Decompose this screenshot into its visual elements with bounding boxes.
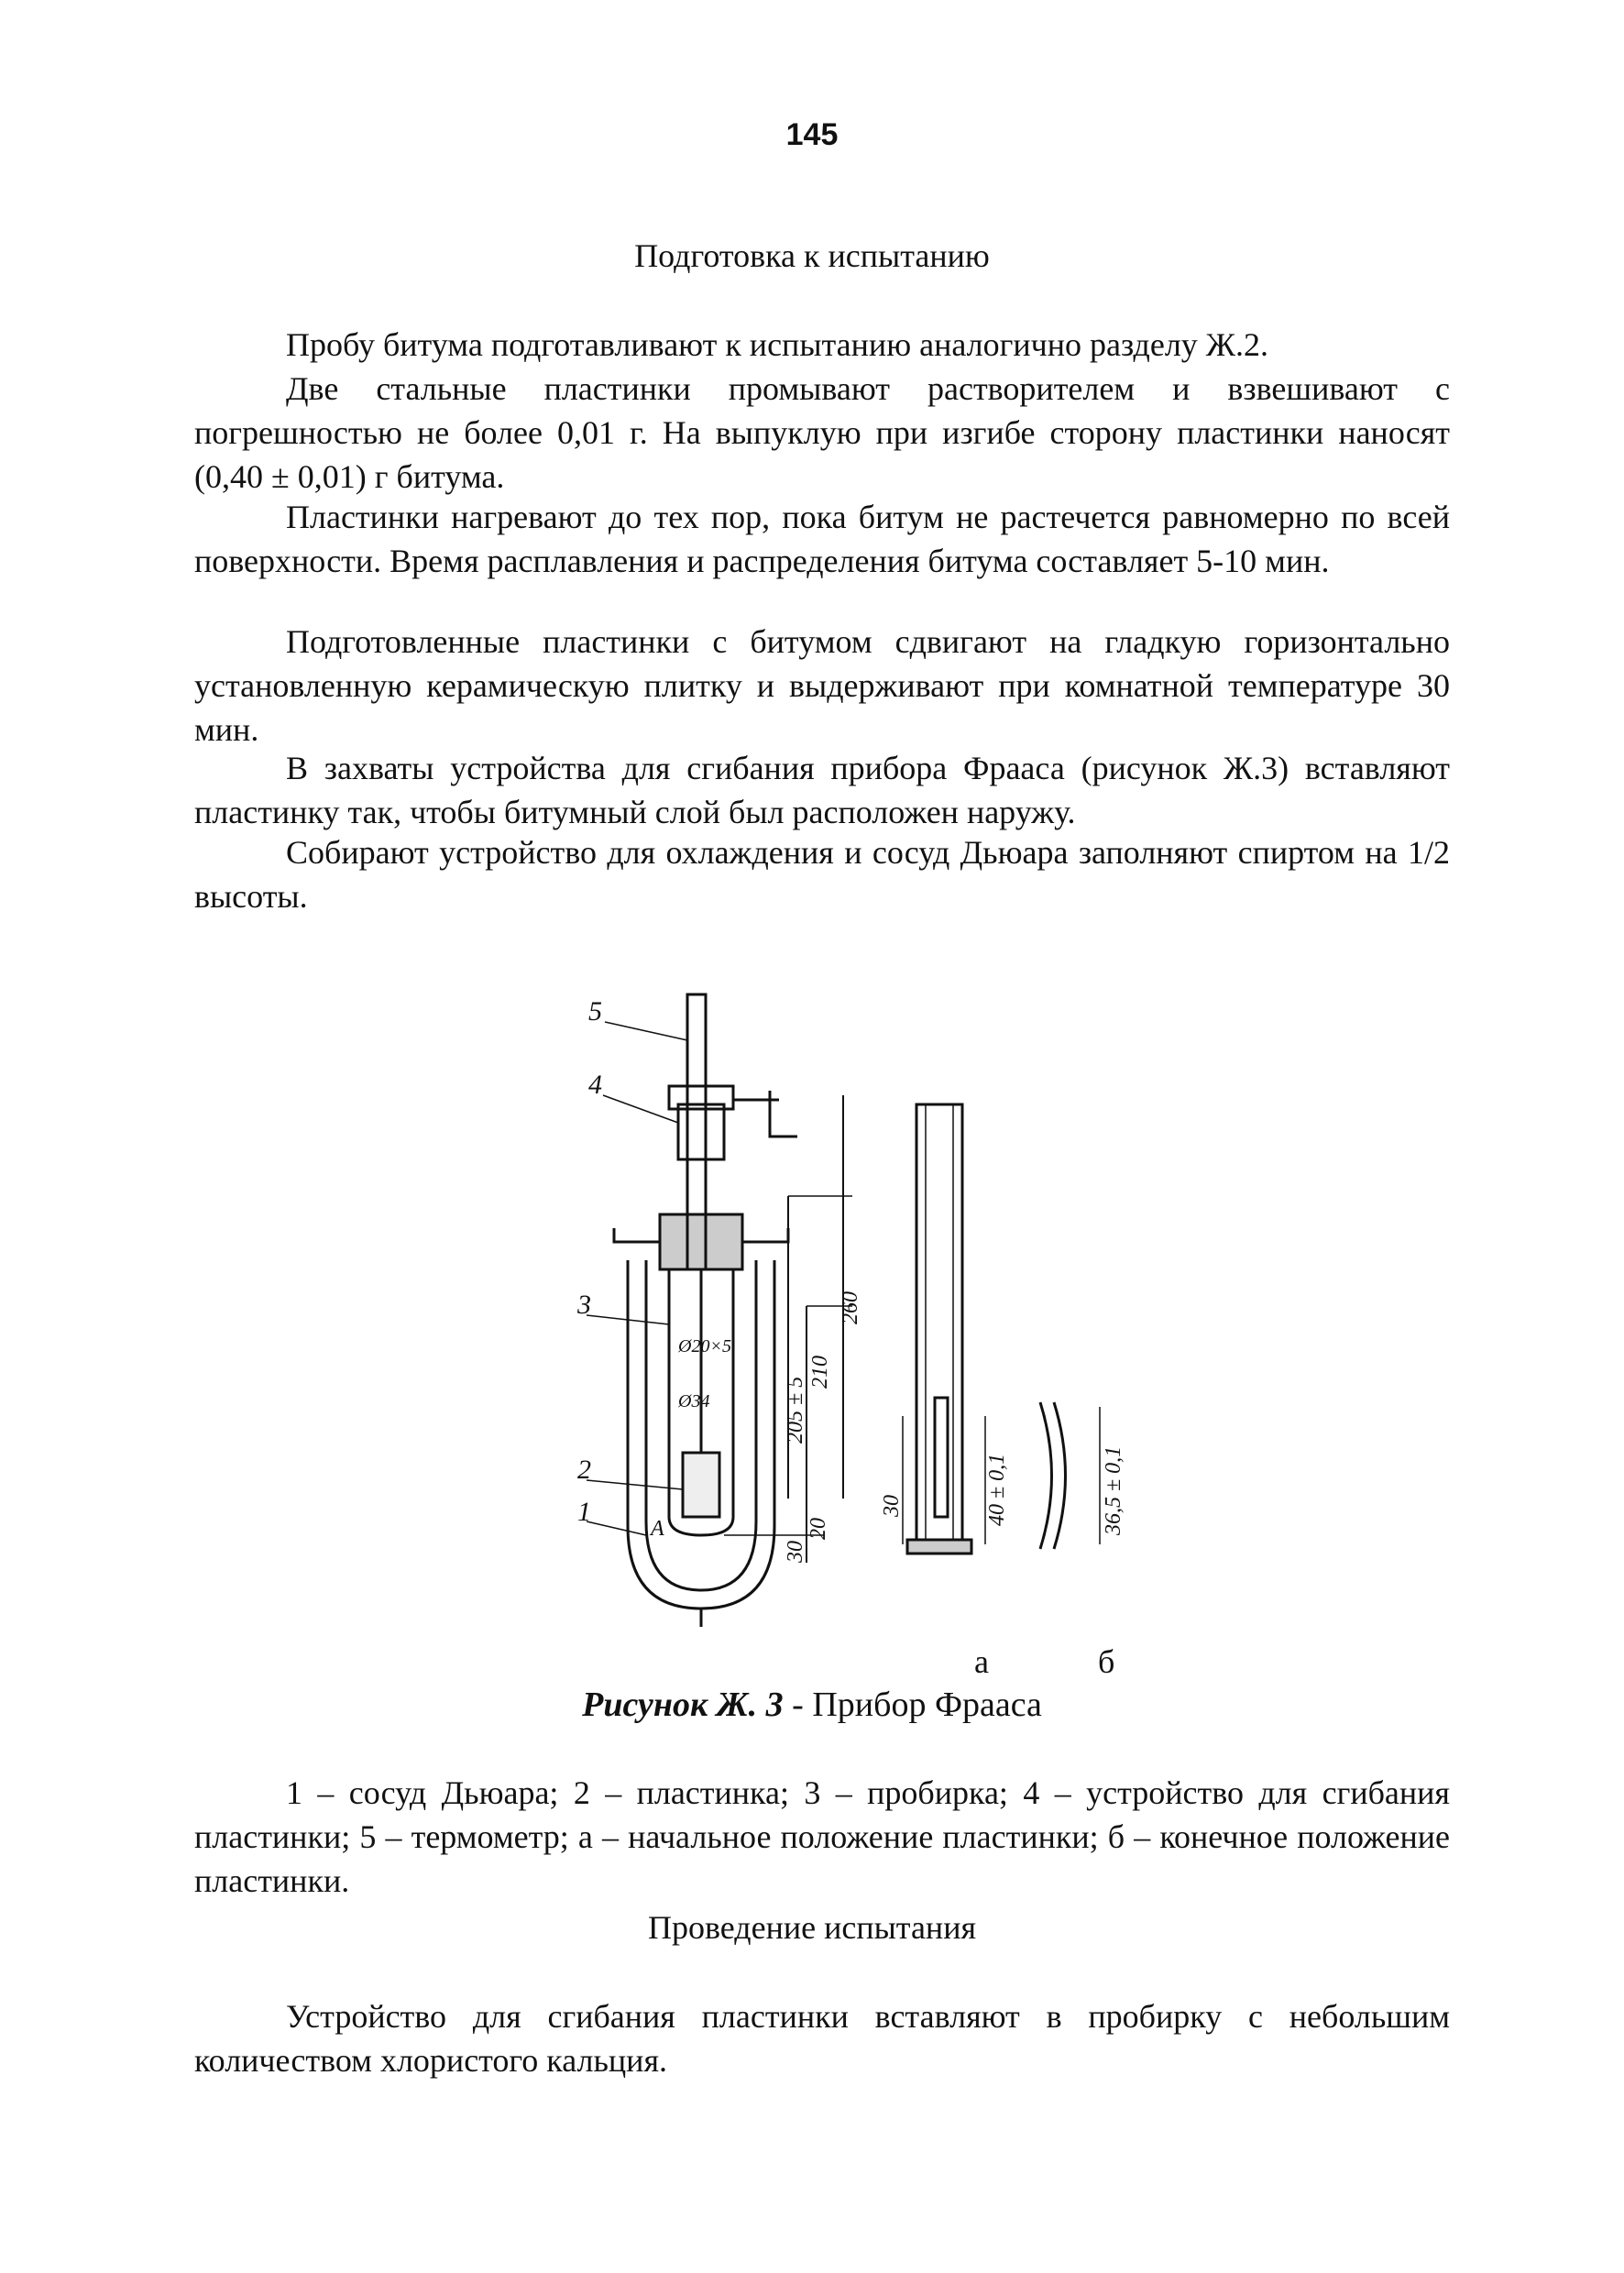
caption-text: - Прибор Фрааса bbox=[783, 1686, 1042, 1724]
paragraph-4: Подготовленные пластинки с битумом сдвигают на гладкую горизонтально установленную керамическую плитку и выдерживают при комнатной температуре 30 мин. bbox=[194, 623, 1450, 748]
dim-260: 260 bbox=[839, 1291, 862, 1324]
paragraph-1: Пробу битума подготавливают к испытанию аналогично разделу Ж.2. bbox=[286, 326, 1269, 363]
paragraph-7: Устройство для сгибания пластинки вставляют в пробирку с небольшим количеством хлористого кальция. bbox=[194, 1998, 1450, 2079]
dim-20: 20 bbox=[807, 1518, 830, 1540]
plate bbox=[683, 1453, 719, 1517]
paragraph-2: Две стальные пластинки промывают растворителем и взвешивают с погрешностью не более 0,01 г. На выпуклую при изгибе сторону пластинки наносят (0,40 ± 0,01) г битума. bbox=[194, 370, 1450, 495]
figure-legend: 1 – сосуд Дьюара; 2 – пластинка; 3 – пробирка; 4 – устройство для сгибания пластинки; 5 – термометр; а – начальное положение пластинки; б – конечное положение пластинки. bbox=[194, 1774, 1450, 1899]
dim-36-5: 36,5 ± 0,1 bbox=[1102, 1445, 1125, 1535]
dim-30-a: 30 bbox=[880, 1495, 904, 1517]
part-label-1: 1 bbox=[577, 1497, 591, 1527]
section-title-procedure: Проведение испытания bbox=[647, 1909, 977, 1946]
part-label-2: 2 bbox=[577, 1455, 591, 1485]
part-label-4: 4 bbox=[588, 1070, 602, 1100]
device-a-body bbox=[916, 1104, 962, 1544]
dim-210: 210 bbox=[808, 1356, 832, 1389]
caption-label: Рисунок Ж. 3 bbox=[582, 1686, 784, 1724]
dim-d34: Ø34 bbox=[678, 1391, 710, 1411]
dim-205: 205 ± 5 bbox=[784, 1376, 807, 1444]
dim-d20x5: Ø20×5 bbox=[678, 1336, 731, 1356]
dim-30-left: 30 bbox=[784, 1541, 807, 1563]
dim-40: 40 ± 0,1 bbox=[985, 1453, 1009, 1526]
sublabel-b: б bbox=[1098, 1643, 1115, 1680]
fraass-apparatus-figure bbox=[577, 985, 1201, 1645]
paragraph-3: Пластинки нагревают до тех пор, пока битум не растечется равномерно по всей поверхности. Время расплавления и распределения битума составляет 5-10 мин. bbox=[194, 499, 1450, 579]
sublabel-a: а bbox=[974, 1643, 989, 1680]
figure-caption bbox=[0, 1685, 1624, 1725]
paragraph-6: Собирают устройство для охлаждения и сосуд Дьюара заполняют спиртом на 1/2 высоты. bbox=[194, 834, 1450, 915]
part-label-3: 3 bbox=[577, 1290, 591, 1320]
section-title-preparation: Подготовка к испытанию bbox=[634, 237, 990, 274]
paragraph-5: В захваты устройства для сгибания прибора Фрааса (рисунок Ж.3) вставляют пластинку так, чтобы битумный слой был расположен наружу. bbox=[194, 750, 1450, 830]
mark-a: A bbox=[651, 1517, 664, 1541]
bending-device bbox=[678, 1104, 724, 1159]
page-number: 145 bbox=[785, 117, 839, 152]
part-label-5: 5 bbox=[588, 996, 602, 1027]
device-b-bent-plate bbox=[1040, 1402, 1052, 1549]
stopper bbox=[660, 1214, 742, 1269]
